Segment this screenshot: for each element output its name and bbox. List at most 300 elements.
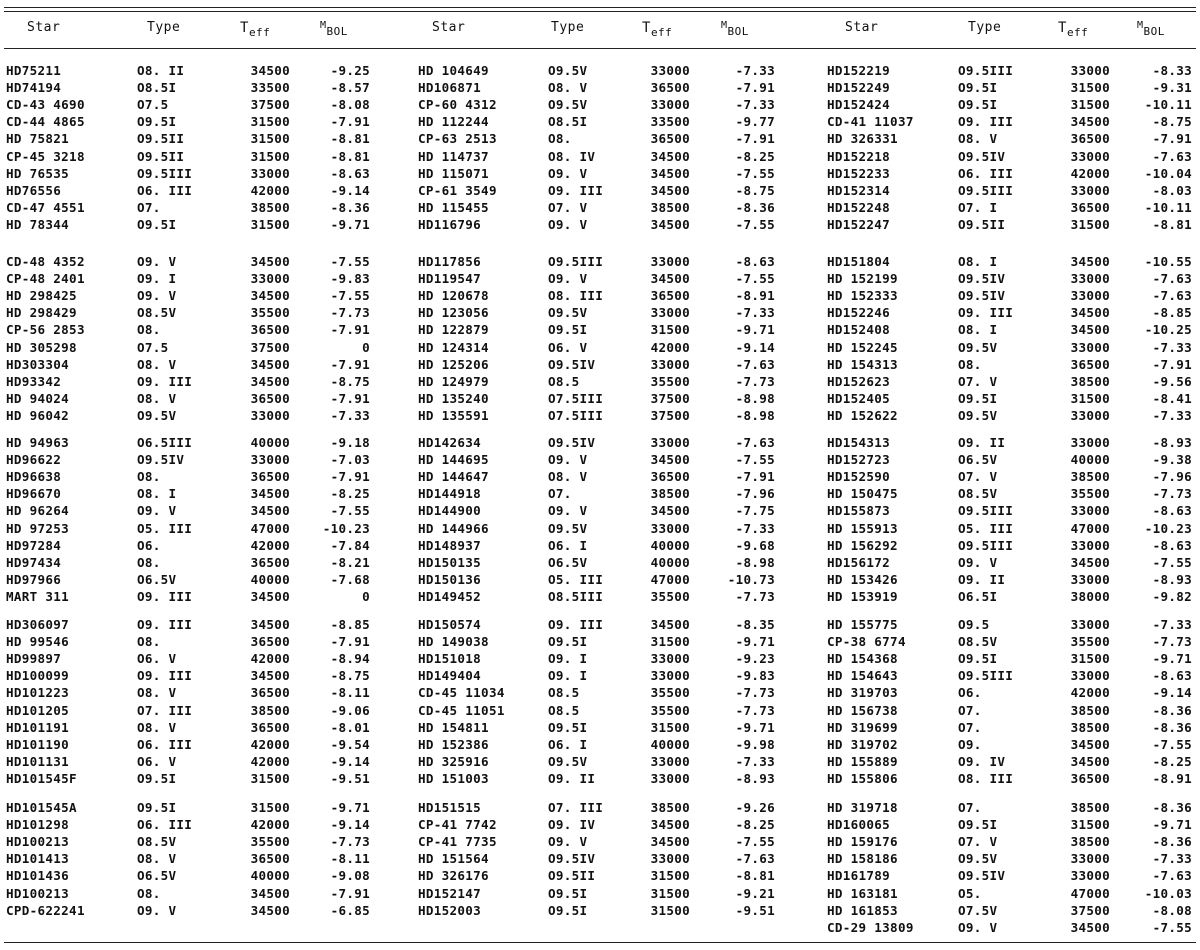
spectral-type: O9.5V — [958, 339, 998, 355]
star-name: HD 161853 — [827, 902, 898, 918]
mbol-value: -8.75 — [1152, 114, 1192, 130]
header-mbol — [320, 20, 348, 38]
header-mbol — [721, 20, 749, 38]
mbol-value: -7.33 — [1152, 617, 1192, 632]
spectral-type: O9.5II — [548, 868, 596, 884]
spectral-type: O9.5I — [548, 634, 588, 650]
star-name: HD93342 — [6, 373, 62, 389]
mbol-value: -7.91 — [330, 634, 370, 650]
teff-value: 34500 — [650, 452, 690, 468]
star-name: HD 326331 — [827, 131, 898, 147]
teff-value: 47000 — [1070, 885, 1110, 901]
teff-value: 42000 — [650, 339, 690, 355]
teff-value: 34500 — [250, 902, 290, 918]
teff-value: 34500 — [650, 216, 690, 232]
spectral-type: O9.5I — [548, 885, 588, 901]
mbol-value: -9.38 — [1152, 452, 1192, 468]
star-name: HD101223 — [6, 685, 70, 701]
spectral-type: O7. III — [548, 800, 604, 815]
teff-value: 31500 — [250, 216, 290, 232]
mbol-value: -7.73 — [330, 305, 370, 321]
star-name: HD 124314 — [418, 339, 489, 355]
spectral-type: O7. V — [958, 834, 998, 850]
mbol-value: -9.14 — [735, 339, 775, 355]
mbol-value: -8.81 — [330, 131, 370, 147]
spectral-type: O9. III — [548, 617, 604, 632]
star-name: HD 144647 — [418, 469, 489, 485]
spectral-type: O9.5II — [137, 148, 185, 164]
spectral-type: O6.5V — [137, 571, 177, 587]
teff-value: 38500 — [650, 800, 690, 815]
spectral-type: O7. — [137, 199, 161, 215]
teff-value: 34500 — [1070, 736, 1110, 752]
spectral-type: O7. — [958, 800, 982, 815]
star-name: HD 152245 — [827, 339, 898, 355]
spectral-type: O9. III — [137, 668, 193, 684]
header-mbol-main: M — [1137, 20, 1144, 31]
mbol-value: -7.55 — [330, 254, 370, 269]
bottom-rule — [4, 942, 1196, 943]
teff-value: 40000 — [650, 736, 690, 752]
mbol-value: -8.75 — [735, 182, 775, 198]
star-name: HD 122879 — [418, 322, 489, 338]
mbol-value: -7.91 — [330, 322, 370, 338]
spectral-type: O8. — [548, 131, 572, 147]
star-name: HD 96264 — [6, 503, 70, 519]
star-name: HD148937 — [418, 537, 482, 553]
mbol-value: -7.33 — [1152, 407, 1192, 423]
spectral-type: O9. V — [958, 919, 998, 935]
mbol-value: -9.08 — [330, 868, 370, 884]
mbol-value: -7.33 — [735, 520, 775, 536]
teff-value: 36500 — [250, 719, 290, 735]
spectral-type: O7. — [958, 702, 982, 718]
teff-value: 33000 — [1070, 63, 1110, 78]
teff-value: 34500 — [250, 254, 290, 269]
teff-value: 38500 — [1070, 719, 1110, 735]
teff-value: 34500 — [250, 63, 290, 78]
mbol-value: -7.91 — [1152, 356, 1192, 372]
spectral-type: O8. V — [137, 719, 177, 735]
star-name: CPD-622241 — [6, 902, 85, 918]
mbol-value: -9.68 — [735, 537, 775, 553]
spectral-type: O9.5IV — [548, 851, 596, 867]
star-name: HD 104649 — [418, 63, 489, 78]
mbol-value: -7.73 — [330, 834, 370, 850]
spectral-type: O7.5III — [548, 390, 604, 406]
mbol-value: -7.63 — [1152, 288, 1192, 304]
header-mbol-sub: BOL — [326, 25, 348, 38]
teff-value: 36500 — [1070, 131, 1110, 147]
spectral-type: O6.5V — [137, 868, 177, 884]
teff-value: 42000 — [250, 753, 290, 769]
mbol-value: -8.63 — [735, 254, 775, 269]
spectral-type: O8. V — [137, 851, 177, 867]
mbol-value: -8.57 — [330, 80, 370, 96]
header-mbol-main: M — [721, 20, 728, 31]
spectral-type: O5. III — [548, 571, 604, 587]
star-name: HD117856 — [418, 254, 482, 269]
spectral-type: O7.5V — [958, 902, 998, 918]
star-name: HD100213 — [6, 885, 70, 901]
star-name: HD152405 — [827, 390, 891, 406]
star-name: HD101205 — [6, 702, 70, 718]
spectral-type: O8. I — [958, 254, 998, 269]
mbol-value: -8.93 — [735, 770, 775, 786]
spectral-type: O9.5I — [137, 770, 177, 786]
spectral-type: O6. V — [548, 339, 588, 355]
spectral-type: O9.5IV — [137, 452, 185, 468]
spectral-type: O7. — [958, 719, 982, 735]
teff-value: 31500 — [650, 868, 690, 884]
teff-value: 40000 — [250, 435, 290, 450]
star-name: HD 152199 — [827, 271, 898, 287]
star-name: HD96638 — [6, 469, 62, 485]
header-teff — [240, 20, 270, 39]
header-mbol-sub: BOL — [727, 25, 749, 38]
mbol-value: -7.91 — [1152, 131, 1192, 147]
mbol-value: -9.71 — [735, 634, 775, 650]
teff-value: 38500 — [1070, 373, 1110, 389]
teff-value: 34500 — [650, 817, 690, 833]
mbol-value: -8.25 — [1152, 753, 1192, 769]
mbol-value: -7.73 — [735, 685, 775, 701]
teff-value: 36500 — [650, 131, 690, 147]
star-name: HD152623 — [827, 373, 891, 389]
star-name: HD 115455 — [418, 199, 489, 215]
spectral-type: O8. — [137, 322, 161, 338]
teff-value: 33000 — [650, 753, 690, 769]
teff-value: 33000 — [650, 770, 690, 786]
mbol-value: -9.21 — [735, 885, 775, 901]
star-name: HD 144966 — [418, 520, 489, 536]
mbol-value: -7.75 — [735, 503, 775, 519]
mbol-value: -7.96 — [735, 486, 775, 502]
teff-value: 34500 — [650, 503, 690, 519]
spectral-type: O9. II — [958, 435, 1006, 450]
header-mbol — [1137, 20, 1165, 38]
spectral-type: O9. V — [548, 503, 588, 519]
teff-value: 31500 — [250, 770, 290, 786]
spectral-type: O9.5I — [958, 651, 998, 667]
star-name: HD 154368 — [827, 651, 898, 667]
mbol-value: -8.98 — [735, 390, 775, 406]
star-name: HD 156738 — [827, 702, 898, 718]
spectral-type: O8. V — [137, 356, 177, 372]
teff-value: 34500 — [650, 148, 690, 164]
star-name: HD119547 — [418, 271, 482, 287]
star-name: HD152248 — [827, 199, 891, 215]
spectral-type: O8. V — [958, 131, 998, 147]
mbol-value: -7.73 — [735, 702, 775, 718]
teff-value: 31500 — [1070, 216, 1110, 232]
mbol-value: -9.98 — [735, 736, 775, 752]
teff-value: 34500 — [250, 288, 290, 304]
mbol-value: -9.14 — [330, 753, 370, 769]
mbol-value: -9.71 — [735, 719, 775, 735]
mbol-value: -8.94 — [330, 651, 370, 667]
mbol-value: -10.04 — [1144, 165, 1192, 181]
mbol-value: -9.06 — [330, 702, 370, 718]
spectral-type: O9.5IV — [958, 868, 1006, 884]
star-name: HD 319699 — [827, 719, 898, 735]
spectral-type: O6.5V — [548, 554, 588, 570]
teff-value: 31500 — [1070, 80, 1110, 96]
spectral-type: O9.5V — [548, 63, 588, 78]
star-name: HD 78344 — [6, 216, 70, 232]
spectral-type: O8.5 — [548, 373, 580, 389]
mbol-value: -7.33 — [735, 753, 775, 769]
spectral-type: O5. III — [137, 520, 193, 536]
teff-value: 31500 — [650, 322, 690, 338]
teff-value: 34500 — [1070, 322, 1110, 338]
teff-value: 42000 — [250, 182, 290, 198]
mbol-value: -7.63 — [735, 435, 775, 450]
teff-value: 34500 — [250, 373, 290, 389]
mbol-value: -9.31 — [1152, 80, 1192, 96]
spectral-type: O9.5IV — [958, 148, 1006, 164]
teff-value: 42000 — [1070, 685, 1110, 701]
mbol-value: -8.08 — [330, 97, 370, 113]
teff-value: 34500 — [1070, 919, 1110, 935]
mbol-value: -7.63 — [1152, 868, 1192, 884]
spectral-type: O8. — [958, 356, 982, 372]
spectral-type: O8.5V — [958, 634, 998, 650]
spectral-type: O9. III — [958, 114, 1014, 130]
mbol-value: -7.33 — [735, 305, 775, 321]
teff-value: 36500 — [250, 390, 290, 406]
teff-value: 31500 — [650, 902, 690, 918]
spectral-type: O6. V — [137, 753, 177, 769]
mbol-value: -8.01 — [330, 719, 370, 735]
star-name: HD 325916 — [418, 753, 489, 769]
teff-value: 36500 — [250, 322, 290, 338]
star-name: HD155873 — [827, 503, 891, 519]
star-name: HD76556 — [6, 182, 62, 198]
mbol-value: -10.11 — [1144, 97, 1192, 113]
spectral-type: O9. V — [137, 254, 177, 269]
spectral-type: O6. I — [548, 736, 588, 752]
spectral-type: O9. V — [137, 288, 177, 304]
mbol-value: -7.63 — [735, 356, 775, 372]
spectral-type: O9.5III — [958, 63, 1014, 78]
star-name: CD-41 11037 — [827, 114, 914, 130]
star-name: HD 155913 — [827, 520, 898, 536]
star-name: HD97966 — [6, 571, 62, 587]
star-name: HD151018 — [418, 651, 482, 667]
star-name: HD 115071 — [418, 165, 489, 181]
teff-value: 35500 — [250, 305, 290, 321]
mbol-value: -7.91 — [330, 390, 370, 406]
star-name: HD152249 — [827, 80, 891, 96]
star-name: CD-29 13809 — [827, 919, 914, 935]
mbol-value: -7.55 — [330, 503, 370, 519]
star-name: CD-45 11051 — [418, 702, 505, 718]
spectral-type: O8. — [137, 885, 161, 901]
mbol-value: -9.14 — [1152, 685, 1192, 701]
teff-value: 33500 — [250, 80, 290, 96]
star-name: HD161789 — [827, 868, 891, 884]
spectral-type: O8.5V — [137, 834, 177, 850]
teff-value: 36500 — [250, 851, 290, 867]
mbol-value: -7.55 — [330, 288, 370, 304]
teff-value: 34500 — [250, 588, 290, 604]
mbol-value: -9.83 — [330, 271, 370, 287]
star-name: HD74194 — [6, 80, 62, 96]
star-name: HD 155889 — [827, 753, 898, 769]
spectral-type: O9.5IV — [548, 356, 596, 372]
star-name: CP-41 7735 — [418, 834, 497, 850]
teff-value: 42000 — [250, 736, 290, 752]
spectral-type: O8. I — [137, 486, 177, 502]
mbol-value: -8.85 — [330, 617, 370, 632]
star-name: HD116796 — [418, 216, 482, 232]
star-name: HD 97253 — [6, 520, 70, 536]
mbol-value: -9.54 — [330, 736, 370, 752]
mbol-value: -7.73 — [1152, 634, 1192, 650]
teff-value: 40000 — [650, 537, 690, 553]
star-name: HD 326176 — [418, 868, 489, 884]
star-name: HD101545F — [6, 770, 77, 786]
teff-value: 47000 — [1070, 520, 1110, 536]
mbol-value: -9.18 — [330, 435, 370, 450]
teff-value: 34500 — [650, 165, 690, 181]
star-name: HD101190 — [6, 736, 70, 752]
teff-value: 42000 — [250, 537, 290, 553]
spectral-type: O9. III — [137, 373, 193, 389]
mbol-value: -7.63 — [735, 851, 775, 867]
star-name: CP-48 2401 — [6, 271, 85, 287]
star-name: HD 159176 — [827, 834, 898, 850]
mbol-value: -8.85 — [1152, 305, 1192, 321]
teff-value: 34500 — [250, 885, 290, 901]
star-name: HD 155775 — [827, 617, 898, 632]
teff-value: 31500 — [650, 634, 690, 650]
star-name: HD144900 — [418, 503, 482, 519]
teff-value: 33000 — [650, 305, 690, 321]
mbol-value: -8.93 — [1152, 435, 1192, 450]
star-name: HD97284 — [6, 537, 62, 553]
mbol-value: -9.71 — [735, 322, 775, 338]
star-name: HD 156292 — [827, 537, 898, 553]
star-name: HD 154313 — [827, 356, 898, 372]
teff-value: 33000 — [1070, 288, 1110, 304]
spectral-type: O6. III — [137, 817, 193, 833]
star-name: HD 163181 — [827, 885, 898, 901]
star-name: HD152408 — [827, 322, 891, 338]
star-name: HD156172 — [827, 554, 891, 570]
star-name: HD 154643 — [827, 668, 898, 684]
star-name: HD 94963 — [6, 435, 70, 450]
star-name: HD152424 — [827, 97, 891, 113]
mbol-value: -7.33 — [1152, 851, 1192, 867]
spectral-type: O8.5V — [137, 305, 177, 321]
teff-value: 35500 — [250, 834, 290, 850]
spectral-type: O6. III — [137, 182, 193, 198]
star-name: HD 153426 — [827, 571, 898, 587]
teff-value: 31500 — [1070, 817, 1110, 833]
mbol-value: -8.63 — [330, 165, 370, 181]
header-teff — [642, 20, 672, 39]
star-name: HD150135 — [418, 554, 482, 570]
spectral-type: O9. III — [137, 617, 193, 632]
spectral-type: O9.5III — [958, 182, 1014, 198]
star-name: HD101413 — [6, 851, 70, 867]
star-name: HD 154811 — [418, 719, 489, 735]
star-name: MART 311 — [6, 588, 70, 604]
spectral-type: O9.5V — [958, 407, 998, 423]
mbol-value: -8.36 — [735, 199, 775, 215]
star-name: HD101545A — [6, 800, 77, 815]
mbol-value: -7.91 — [735, 131, 775, 147]
spectral-type: O8.5V — [958, 486, 998, 502]
mbol-value: -8.36 — [1152, 719, 1192, 735]
header-teff-main: T — [1058, 20, 1067, 36]
mbol-value: -7.33 — [735, 97, 775, 113]
teff-value: 33000 — [1070, 851, 1110, 867]
star-name: HD142634 — [418, 435, 482, 450]
mbol-value: -9.56 — [1152, 373, 1192, 389]
teff-value: 35500 — [650, 373, 690, 389]
mbol-value: -9.71 — [330, 216, 370, 232]
teff-value: 33000 — [650, 356, 690, 372]
mbol-value: -8.21 — [330, 554, 370, 570]
spectral-type: O6.5V — [958, 452, 998, 468]
star-name: HD 152333 — [827, 288, 898, 304]
spectral-type: O9. II — [548, 770, 596, 786]
teff-value: 34500 — [1070, 254, 1110, 269]
star-name: HD 150475 — [827, 486, 898, 502]
star-name: CP-45 3218 — [6, 148, 85, 164]
teff-value: 31500 — [1070, 651, 1110, 667]
star-name: HD149404 — [418, 668, 482, 684]
spectral-type: O9.5IV — [548, 435, 596, 450]
mbol-value: -9.23 — [735, 651, 775, 667]
teff-value: 36500 — [1070, 356, 1110, 372]
spectral-type: O8. III — [548, 288, 604, 304]
teff-value: 33000 — [1070, 571, 1110, 587]
spectral-type: O7. I — [958, 199, 998, 215]
mbol-value: -8.91 — [1152, 770, 1192, 786]
teff-value: 38500 — [650, 199, 690, 215]
mbol-value: -7.91 — [330, 356, 370, 372]
teff-value: 33000 — [1070, 537, 1110, 553]
spectral-type: O8.5 — [548, 685, 580, 701]
star-name: HD 75821 — [6, 131, 70, 147]
star-name: HD151804 — [827, 254, 891, 269]
mbol-value: -8.11 — [330, 851, 370, 867]
star-name: HD99897 — [6, 651, 62, 667]
mbol-value: -10.55 — [1144, 254, 1192, 269]
spectral-type: O9. IV — [548, 817, 596, 833]
spectral-type: O9.5II — [137, 131, 185, 147]
top-rule — [4, 7, 1196, 8]
teff-value: 37500 — [1070, 902, 1110, 918]
teff-value: 34500 — [1070, 305, 1110, 321]
mbol-value: -7.73 — [1152, 486, 1192, 502]
star-name: HD 153919 — [827, 588, 898, 604]
spectral-type: O9. V — [548, 216, 588, 232]
teff-value: 37500 — [650, 407, 690, 423]
spectral-type: O9.5IV — [958, 271, 1006, 287]
spectral-type: O8.5I — [137, 80, 177, 96]
teff-value: 36500 — [250, 554, 290, 570]
star-name: CP-60 4312 — [418, 97, 497, 113]
teff-value: 35500 — [650, 685, 690, 701]
star-name: HD 135591 — [418, 407, 489, 423]
mbol-value: -7.55 — [735, 165, 775, 181]
spectral-type: O6. III — [958, 165, 1014, 181]
